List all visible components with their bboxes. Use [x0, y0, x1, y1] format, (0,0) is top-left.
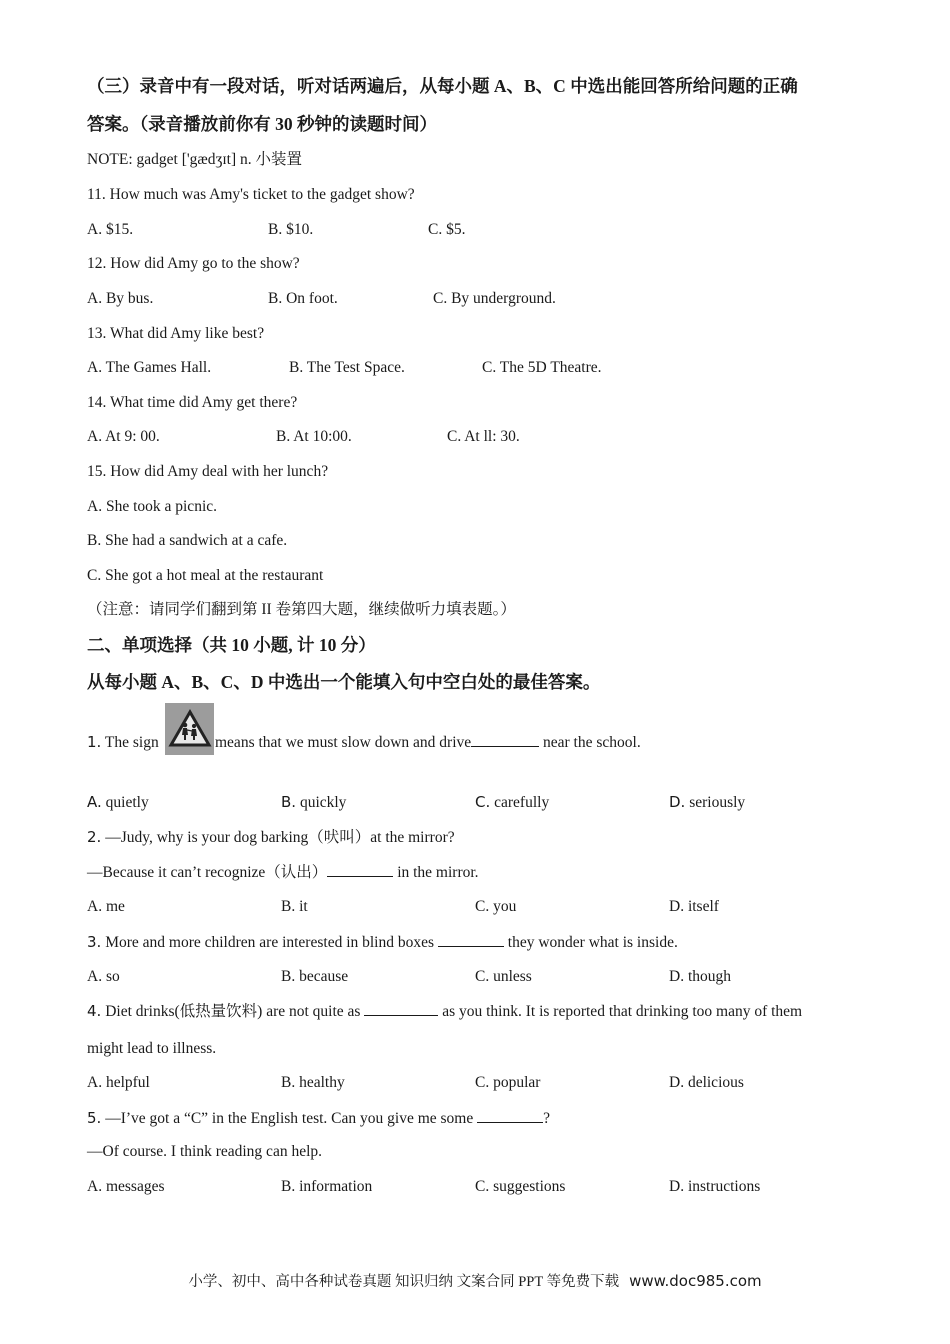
q1-text-after-blank: near the school. [543, 734, 641, 751]
q13-option-b: B. The Test Space. [289, 359, 405, 376]
q11-option-a: A. $15. [87, 221, 134, 238]
question-11: 11. How much was Amy's ticket to the gadget show? [87, 186, 415, 203]
q3-option-a: A. so [87, 968, 120, 985]
q3-stem: 3. More and more children are interested in blind boxes they wonder what is inside. [87, 933, 678, 951]
q4-option-d: D. delicious [669, 1074, 744, 1091]
q11-option-b: B. $10. [268, 221, 314, 238]
q5-option-b: B. information [281, 1178, 373, 1195]
q2-stem-line2: —Because it can’t recognize（认出） in the mirror. [87, 864, 479, 881]
q1-stem-end [215, 732, 641, 753]
q4-blank [364, 1001, 438, 1016]
q12-option-c: C. By underground. [433, 290, 556, 307]
q5-stem-line1: 5. —I’ve got a “C” in the English test. Can you give me some ? [87, 1109, 551, 1127]
footer-url[interactable]: www.doc985.com [629, 1272, 762, 1290]
q2-option-d: D. itself [669, 898, 719, 915]
question-12: 12. How did Amy go to the show? [87, 255, 300, 272]
q1-option-c: C. carefully [475, 793, 550, 811]
q5-option-a: A. messages [87, 1178, 165, 1195]
q11-option-c: C. $5. [428, 221, 466, 238]
school-crossing-sign [165, 703, 214, 755]
q3-option-d: D. though [669, 968, 731, 985]
q13-option-a: A. The Games Hall. [87, 359, 212, 376]
q1-option-a: A. quietly [87, 793, 149, 811]
q13-option-c: C. The 5D Theatre. [482, 359, 602, 376]
page-footer [0, 1270, 950, 1291]
q12-option-b: B. On foot. [268, 290, 338, 307]
q4-option-c: C. popular [475, 1074, 541, 1091]
listening-heading-line2: 答案。（录音播放前你有 30 秒钟的读题时间） [87, 114, 437, 134]
q4-stem-line2: might lead to illness. [87, 1040, 217, 1057]
q2-stem-line1: 2. —Judy, why is your dog barking（吠叫）at the mirror? [87, 828, 455, 846]
vocab-note: NOTE: gadget ['gædʒɪt] n. 小装置 [87, 151, 303, 168]
q15-option-a: A. She took a picnic. [87, 498, 218, 515]
q5-stem-line2: —Of course. I think reading can help. [87, 1143, 323, 1160]
q5-blank [477, 1108, 543, 1123]
question-15: 15. How did Amy deal with her lunch? [87, 463, 329, 480]
q5-option-c: C. suggestions [475, 1178, 566, 1195]
school-crossing-sign-icon [168, 709, 212, 749]
q2-option-b: B. it [281, 898, 308, 915]
q3-option-b: B. because [281, 968, 349, 985]
q5-option-d: D. instructions [669, 1178, 761, 1195]
q1-text-before-sign: The sign [104, 734, 159, 751]
q3-blank [438, 932, 504, 947]
q15-option-b: B. She had a sandwich at a cafe. [87, 532, 288, 549]
q4-option-a: A. helpful [87, 1074, 150, 1091]
footer-text: 小学、初中、高中各种试卷真题 知识归纳 文案合同 PPT 等免费下载 [188, 1274, 620, 1290]
q12-option-a: A. By bus. [87, 290, 154, 307]
q15-option-c: C. She got a hot meal at the restaurant [87, 567, 324, 584]
q2-blank [327, 862, 393, 877]
q4-stem-line1: 4. Diet drinks(低热量饮料) are not quite as as you think. It is reported that drinking too many of them [87, 1002, 803, 1020]
q1-option-b: B. quickly [281, 793, 347, 811]
q1-text-after-sign: means that we must slow down and drive [215, 734, 472, 751]
q1-option-d: D. seriously [669, 793, 746, 811]
q1-blank [471, 732, 539, 747]
attention-note: （注意：请同学们翻到第 II 卷第四大题，继续做听力填表题。） [87, 601, 516, 618]
q14-option-a: A. At 9: 00. [87, 428, 160, 445]
q3-option-c: C. unless [475, 968, 532, 985]
q1-number: 1. [87, 733, 102, 751]
q14-option-b: B. At 10:00. [276, 428, 352, 445]
choice-instruction: 从每小题 A、B、C、D 中选出一个能填入句中空白处的最佳答案。 [87, 672, 601, 692]
q1-stem-start [87, 732, 159, 753]
question-14: 14. What time did Amy get there? [87, 394, 298, 411]
choice-heading: 二、单项选择（共 10 小题, 计 10 分） [87, 635, 376, 655]
q4-option-b: B. healthy [281, 1074, 345, 1091]
question-13: 13. What did Amy like best? [87, 325, 265, 342]
q2-option-a: A. me [87, 898, 125, 915]
q2-option-c: C. you [475, 898, 517, 915]
listening-heading-line1: （三）录音中有一段对话，听对话两遍后，从每小题 A、B、C 中选出能回答所给问题的正确 [87, 76, 798, 96]
q14-option-c: C. At ll: 30. [447, 428, 520, 445]
